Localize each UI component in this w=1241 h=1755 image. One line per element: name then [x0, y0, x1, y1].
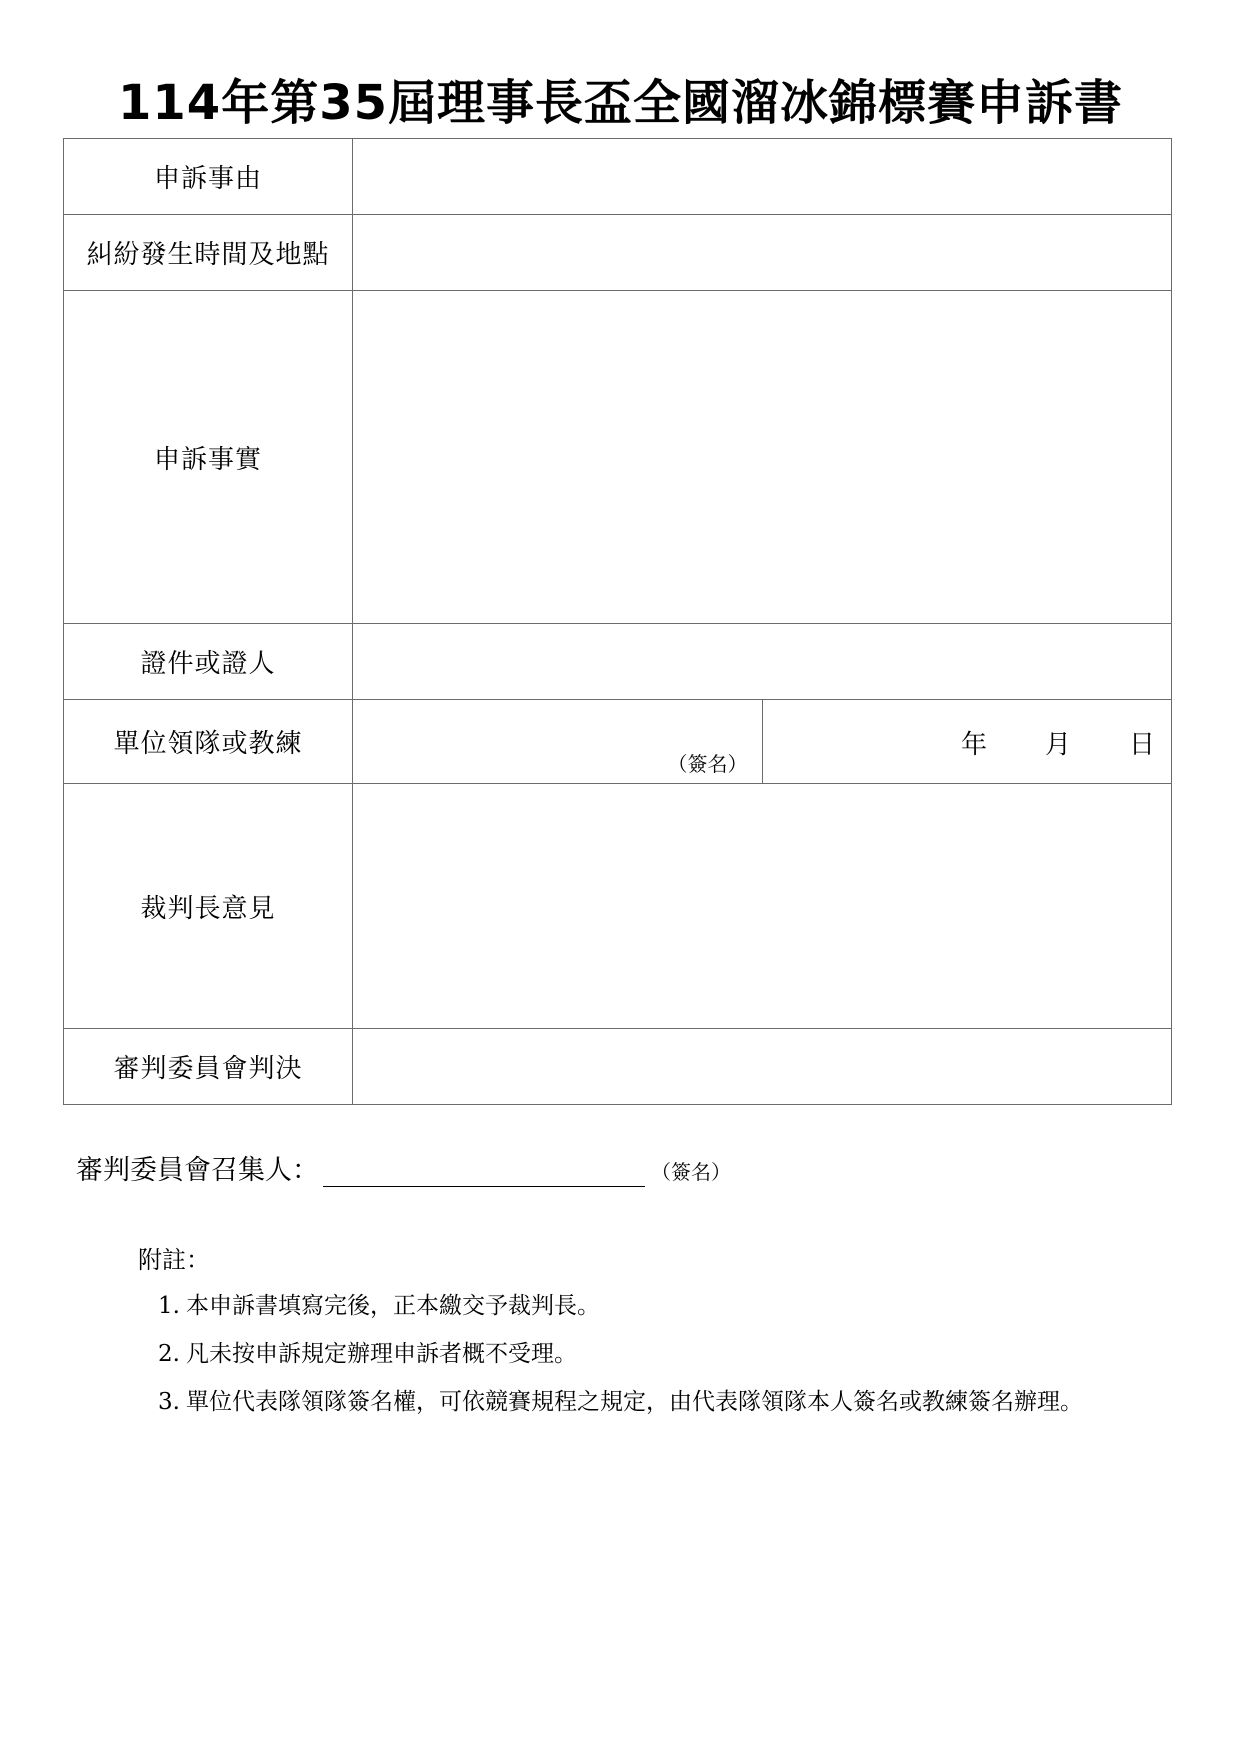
signature-note: （簽名）	[667, 752, 748, 776]
date-year-label: 年	[960, 730, 987, 760]
form-row-referee-opinion	[64, 784, 1172, 1029]
note-number: 2.	[158, 1341, 180, 1367]
field-committee-decision[interactable]	[353, 1029, 1172, 1105]
field-team-leader-signature[interactable]	[353, 700, 763, 784]
form-row-reason	[64, 139, 1172, 215]
note-text: 凡未按申訴規定辦理申訴者概不受理。	[186, 1341, 577, 1367]
document-title: 114年第35屆理事長盃全國溜冰錦標賽申訴書	[118, 75, 1123, 131]
complaint-form-table	[63, 138, 1172, 1105]
form-row-team-leader	[64, 700, 1172, 784]
notes-list	[158, 1286, 1083, 1430]
label-facts: 申訴事實	[64, 291, 353, 624]
form-row-committee-decision	[64, 1029, 1172, 1105]
label-evidence: 證件或證人	[64, 624, 353, 700]
notes-heading: 附註：	[138, 1246, 210, 1274]
field-date[interactable]	[762, 700, 1172, 784]
field-facts[interactable]	[353, 291, 1172, 624]
date-day-label: 日	[1128, 730, 1155, 760]
field-time-place[interactable]	[353, 215, 1172, 291]
note-text: 單位代表隊領隊簽名權，可依競賽規程之規定，由代表隊領隊本人簽名或教練簽名辦理。	[186, 1389, 1083, 1415]
field-referee-opinion[interactable]	[353, 784, 1172, 1029]
convener-signature-note: （簽名）	[651, 1160, 731, 1184]
note-number: 3.	[158, 1389, 180, 1415]
convener-signature-field[interactable]	[323, 1152, 645, 1187]
label-committee-decision: 審判委員會判決	[64, 1029, 353, 1105]
form-row-facts	[64, 291, 1172, 624]
date-labels	[961, 724, 1155, 761]
note-text: 本申訴書填寫完後，正本繳交予裁判長。	[186, 1293, 600, 1319]
note-item	[158, 1334, 1083, 1382]
form-row-time-place	[64, 215, 1172, 291]
label-reason: 申訴事由	[64, 139, 353, 215]
convener-label: 審判委員會召集人：	[76, 1155, 319, 1186]
label-time-place: 糾紛發生時間及地點	[64, 215, 353, 291]
convener-signature-line	[76, 1148, 731, 1187]
form-row-evidence	[64, 624, 1172, 700]
label-referee-opinion: 裁判長意見	[64, 784, 353, 1029]
date-month-label: 月	[1044, 730, 1071, 760]
note-item	[158, 1286, 1083, 1334]
field-evidence[interactable]	[353, 624, 1172, 700]
note-item	[158, 1382, 1083, 1430]
note-number: 1.	[158, 1293, 180, 1319]
field-reason[interactable]	[353, 139, 1172, 215]
label-team-leader: 單位領隊或教練	[64, 700, 353, 784]
